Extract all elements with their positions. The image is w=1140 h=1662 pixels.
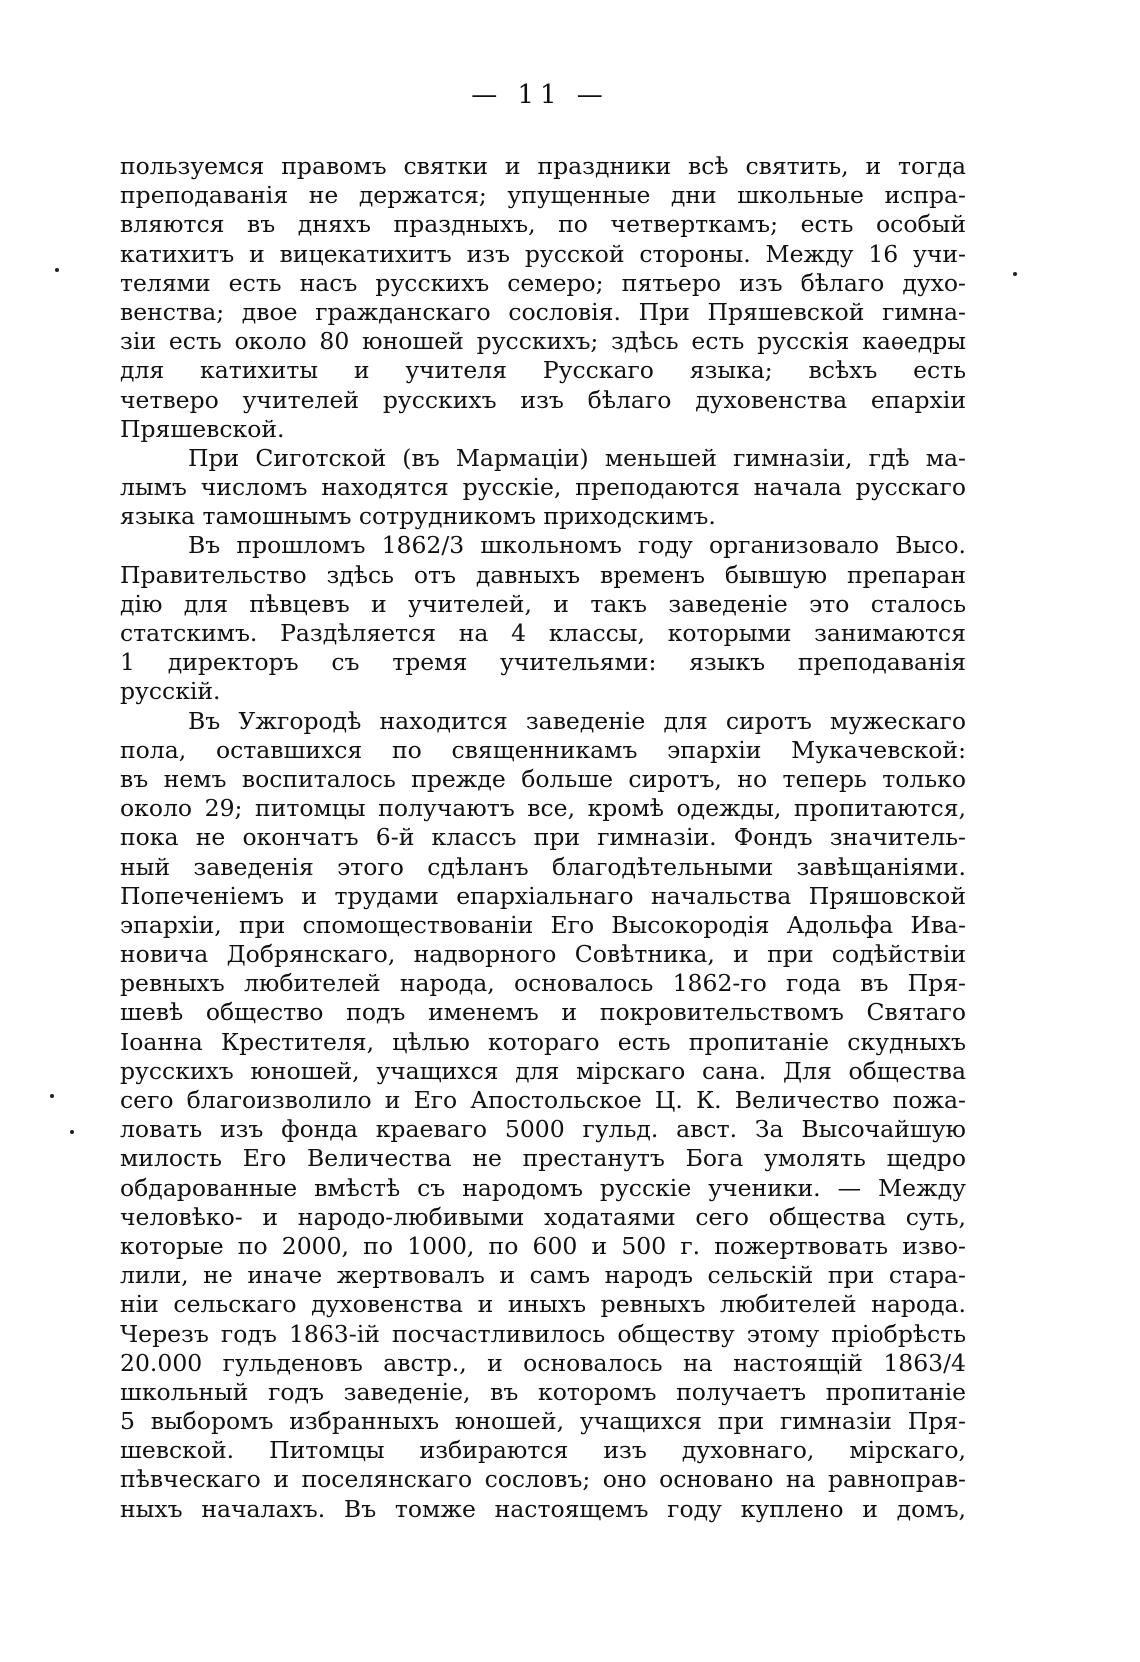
text-line: языка тамошнымъ сотрудникомъ приходскимъ. <box>120 502 716 531</box>
text-line: шевской. Питомцы избираются изъ духовнаго, мірскаго, <box>120 1436 966 1465</box>
text-line: 5 выборомъ избранныхъ юношей, учащихся при гимназіи Пря- <box>120 1407 966 1436</box>
scan-speck <box>50 1094 54 1098</box>
text-line: катихитъ и вицекатихитъ изъ русской стороны. Между 16 учи- <box>120 239 966 268</box>
text-line: сего благоизволило и Его Апостольское Ц. К. Величество пожа- <box>120 1086 966 1114</box>
text-line: обдарованные вмѣстѣ съ народомъ русскіе ученики. — Между <box>120 1173 966 1202</box>
text-line: пѣвческаго и поселянскаго сословъ; оно основано на равноправ- <box>120 1465 966 1494</box>
paragraph-start: Въ Ужгородѣ находится заведеніе для сиротъ мужескаго <box>188 706 966 735</box>
text-line: въ немъ воспиталось прежде больше сиротъ, но теперь только <box>120 764 966 793</box>
text-line: пользуемся правомъ святки и праздники всѣ святить, и тогда <box>120 152 966 180</box>
text-line: ный заведенія этого сдѣланъ благодѣтельными завѣщаніями. <box>120 852 966 881</box>
text-line: школьный годъ заведеніе, въ которомъ получаетъ пропитаніе <box>120 1377 966 1406</box>
text-line: пока не окончатъ 6-й классъ при гимназіи. Фондъ значитель- <box>120 823 966 852</box>
text-line: ревныхъ любителей народа, основалось 1862-го года въ Пря- <box>120 969 966 998</box>
text-line: 1 директоръ съ тремя учительями: языкъ преподаванія <box>120 648 966 677</box>
text-line: ныхъ началахъ. Въ томже настоящемъ году куплено и домъ, <box>120 1494 966 1523</box>
text-line: Попеченіемъ и трудами епархіальнаго начальства Пряшовской <box>120 881 966 910</box>
text-line: дію для пѣвцевъ и учителей, и такъ заведеніе это стaлось <box>120 589 966 618</box>
text-line: Правительство здѣсь отъ давныхъ временъ бывшую препаран <box>120 560 966 589</box>
text-line: которые по 2000, по 1000, по 600 и 500 г. пожертвовать изво- <box>120 1231 966 1260</box>
scan-speck <box>55 268 59 272</box>
text-line: Пряшевской. <box>120 414 285 443</box>
text-line: русскихъ юношей, учащихся для мірскаго сана. Для общества <box>120 1056 966 1085</box>
text-line: статскимъ. Раздѣляется на 4 классы, которыми занимаются <box>120 619 966 647</box>
text-line: зіи есть около 80 юношей русскихъ; здѣсь есть русскія каѳедры <box>120 327 966 356</box>
text-line: около 29; питомцы получаютъ все, кромѣ одежды, пропитаются, <box>120 794 966 823</box>
paragraph-start: При Сиготской (въ Мармаціи) меньшей гимназіи, гдѣ ма- <box>188 443 966 472</box>
text-line: 20.000 гульденовъ австр., и основалось на настоящій 1863/4 <box>120 1348 966 1377</box>
text-line: эпархіи, при спомоществованіи Его Высокородія Адольфа Ива- <box>120 910 966 939</box>
text-line: шевѣ общество подъ именемъ и покровительствомъ Святаго <box>120 998 966 1027</box>
text-line: новича Добрянскаго, надворного Совѣтника, и при содѣйствіи <box>120 940 966 969</box>
page-number: — 11 — <box>471 80 609 110</box>
scan-speck <box>1013 272 1017 276</box>
scan-speck <box>70 1130 74 1134</box>
text-line: ловать изъ фонда краеваго 5000 гульд. авст. За Высочайшую <box>120 1115 966 1144</box>
text-line: ніи сельскаго духовенства и иныхъ ревныхъ любителей народа. <box>120 1290 966 1319</box>
text-line: Черезъ годъ 1863-ій посчастливилось обществу этому пріобрѣсть <box>120 1319 966 1348</box>
text-line: четверо учителей русскихъ изъ бѣлаго духовенства епархіи <box>120 385 966 414</box>
text-line: милость Его Величества не престанутъ Бога умолять щедро <box>120 1144 966 1173</box>
text-line: Іоанна Крестителя, цѣлью котораго есть пропитаніе скудныхъ <box>120 1027 966 1056</box>
text-line: вляются въ дняхъ праздныхъ, по четверткамъ; есть особый <box>120 210 966 239</box>
body-text <box>120 152 966 1524</box>
text-line: лили, не иначе жертвовалъ и самъ народъ сельскій при стара- <box>120 1261 966 1290</box>
paragraph-start: Въ прошломъ 1862/3 школьномъ году организовало Высо. <box>188 531 966 560</box>
text-line: русскій. <box>120 677 221 706</box>
text-line: человѣко- и народо-любивыми ходатаями сего общества суть, <box>120 1202 966 1231</box>
text-line: венства; двое гражданскаго сословія. При Пряшевской гимна- <box>120 297 966 326</box>
text-line: телями есть насъ русскихъ семеро; пятьеро изъ бѣлаго духо- <box>120 268 966 297</box>
text-line: лымъ числомъ находятся русскіе, преподаются начала русскаго <box>120 473 966 502</box>
text-line: пола, оставшихся по священникамъ эпархіи Мукачевской: <box>120 735 966 764</box>
text-line: преподаванія не держатся; упущенные дни школьные испра- <box>120 181 966 210</box>
text-line: для катихиты и учителя Русскаго языка; всѣхъ есть <box>120 356 966 385</box>
